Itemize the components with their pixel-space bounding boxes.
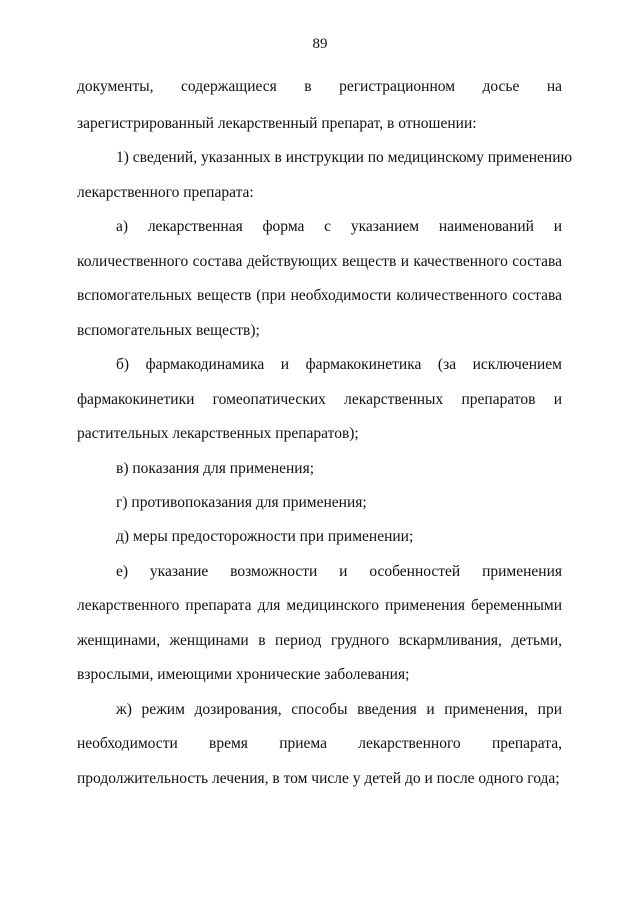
text-line: количественного состава действующих веществ и качественного состава [77,253,562,270]
text-line: лекарственного препарата для медицинского применения беременными [77,597,562,614]
text-line: документы, содержащиеся в регистрационном досье на [77,78,562,95]
text-line: вспомогательных веществ); [77,322,260,339]
text-line: б) фармакодинамика и фармакокинетика (за исключением [116,356,562,373]
text-line: взрослыми, имеющими хронические заболевания; [77,666,410,683]
text-line: вспомогательных веществ (при необходимости количественного состава [77,287,562,304]
text-line: зарегистрированный лекарственный препарат, в отношении: [77,115,477,132]
text-line: женщинами, женщинами в период грудного вскармливания, детьми, [77,632,562,649]
text-line: фармакокинетики гомеопатических лекарственных препаратов и [77,391,562,408]
text-line: необходимости время приема лекарственного препарата, [77,735,562,752]
text-line: ж) режим дозирования, способы введения и применения, при [116,701,562,718]
text-line: д) меры предосторожности при применении; [116,528,414,545]
text-line: а) лекарственная форма с указанием наименований и [116,218,562,235]
text-line: растительных лекарственных препаратов); [77,425,359,442]
text-line: г) противопоказания для применения; [116,494,367,511]
text-line: в) показания для применения; [116,460,315,477]
text-line: 1) сведений, указанных в инструкции по медицинскому применению [116,149,573,166]
text-line: лекарственного препарата: [77,184,254,201]
text-line: продолжительность лечения, в том числе у детей до и после одного года; [77,770,560,787]
page-number: 89 [312,36,328,52]
text-line: е) указание возможности и особенностей применения [116,563,562,580]
